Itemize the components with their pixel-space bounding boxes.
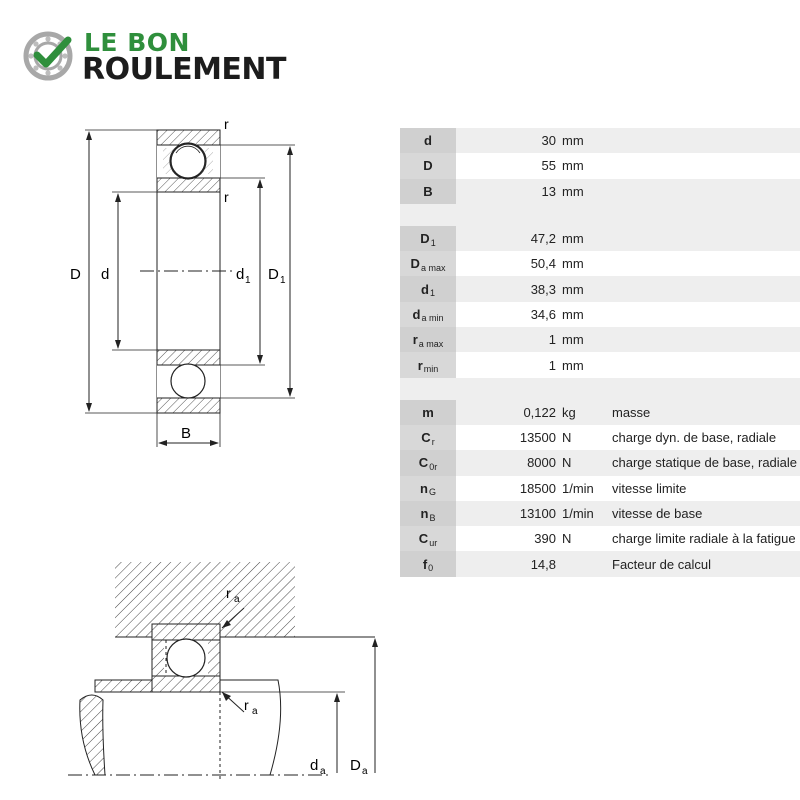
spec-symbol — [400, 276, 456, 301]
spec-symbol-main: d — [424, 133, 432, 149]
spec-description — [604, 276, 800, 301]
spec-group-performance — [400, 400, 800, 577]
spec-value: 13500 — [519, 430, 556, 446]
spec-unit — [560, 551, 604, 576]
spec-symbol — [400, 153, 456, 178]
spec-value: 1 — [548, 357, 556, 373]
spec-symbol-subscript: a max — [420, 262, 446, 273]
spec-symbol-main: m — [422, 404, 434, 420]
spec-symbol — [400, 226, 456, 251]
spec-symbol-subscript: min — [423, 364, 439, 375]
bearing-cross-section-diagram — [60, 110, 310, 455]
label-D1-sub: 1 — [280, 275, 286, 286]
spec-symbol-subscript: 1 — [429, 288, 435, 299]
spec-row — [400, 400, 800, 425]
spec-symbol — [400, 526, 456, 551]
spec-symbol-main: r — [417, 357, 423, 373]
spec-value: 30 — [541, 133, 556, 149]
spec-symbol — [400, 302, 456, 327]
spec-value: 390 — [534, 531, 556, 547]
spec-row — [400, 551, 800, 576]
spec-group-separator — [400, 204, 800, 226]
spec-description — [604, 179, 800, 204]
spec-symbol-main: n — [420, 480, 428, 496]
spec-row — [400, 526, 800, 551]
spec-description: charge statique de base, radiale — [612, 455, 798, 471]
spec-description — [604, 251, 800, 276]
spec-unit: mm — [562, 256, 584, 272]
spec-symbol-main: f — [422, 556, 428, 572]
spec-value: 1 — [548, 332, 556, 348]
spec-description — [604, 128, 800, 153]
spec-description: vitesse limite — [612, 480, 687, 496]
spec-symbol-main: C — [418, 531, 429, 547]
spec-row — [400, 352, 800, 377]
spec-description — [604, 153, 800, 178]
spec-symbol-main: d — [412, 306, 421, 322]
spec-value: 13100 — [519, 506, 556, 521]
label-ra-top-sub: a — [234, 594, 240, 605]
label-D1: D — [268, 266, 279, 283]
spec-symbol — [400, 476, 456, 501]
label-d1-sub: 1 — [245, 275, 251, 286]
spec-row — [400, 251, 800, 276]
spec-symbol-main: D — [410, 256, 420, 272]
spec-value: 8000 — [527, 455, 556, 471]
spec-row — [400, 179, 800, 204]
spec-symbol — [400, 551, 456, 576]
spec-value: 34,6 — [530, 306, 556, 322]
spec-row — [400, 276, 800, 301]
spec-description — [604, 302, 800, 327]
spec-value: 0,122 — [523, 404, 556, 420]
label-r-top: r — [224, 116, 229, 132]
spec-unit: N — [562, 430, 572, 446]
label-D: D — [70, 266, 81, 283]
spec-description — [604, 226, 800, 251]
label-da-sub: a — [320, 766, 326, 777]
spec-description — [604, 327, 800, 352]
label-da: d — [310, 757, 319, 774]
spec-symbol — [400, 425, 456, 450]
label-B: B — [181, 425, 192, 442]
spec-description: masse — [612, 404, 651, 420]
spec-unit: mm — [562, 231, 584, 247]
spec-unit: mm — [562, 281, 584, 297]
spec-symbol-subscript: r — [431, 436, 435, 447]
spec-symbol-main: d — [421, 281, 429, 297]
label-ra-top: r — [226, 585, 231, 601]
spec-symbol — [400, 128, 456, 153]
spec-unit: mm — [562, 183, 584, 199]
spec-symbol — [400, 327, 456, 352]
bearing-spec-table — [400, 128, 800, 577]
spec-row — [400, 226, 800, 251]
spec-unit: 1/min — [562, 480, 594, 496]
brand-logo — [22, 28, 302, 88]
spec-row — [400, 153, 800, 178]
spec-symbol-subscript: B — [429, 512, 436, 523]
spec-unit: mm — [562, 133, 584, 149]
spec-row — [400, 425, 800, 450]
bearing-check-icon — [22, 28, 78, 84]
spec-symbol — [400, 501, 456, 526]
spec-value: 38,3 — [530, 281, 556, 297]
spec-value: 13 — [541, 183, 556, 199]
spec-unit: 1/min — [562, 506, 594, 521]
spec-unit: N — [562, 531, 572, 547]
spec-description: Facteur de calcul — [612, 556, 711, 572]
spec-symbol-subscript: 0 — [428, 563, 434, 574]
spec-value: 50,4 — [530, 256, 556, 272]
spec-symbol — [400, 251, 456, 276]
spec-symbol-main: D — [423, 158, 433, 174]
spec-symbol-subscript: 0r — [429, 461, 438, 472]
spec-unit: kg — [562, 404, 576, 420]
logo-text-line2: ROULEMENT — [82, 52, 286, 87]
spec-unit: mm — [562, 357, 584, 373]
spec-unit: mm — [562, 332, 584, 348]
spec-symbol-subscript: a min — [421, 313, 444, 324]
mounting-diagram — [60, 550, 390, 795]
spec-unit: N — [562, 455, 572, 471]
spec-symbol-subscript: a max — [418, 338, 444, 349]
spec-symbol — [400, 179, 456, 204]
spec-symbol-main: B — [423, 183, 433, 199]
spec-value: 18500 — [519, 480, 556, 496]
spec-description — [604, 352, 800, 377]
label-Da-sub: a — [362, 766, 368, 777]
spec-row — [400, 302, 800, 327]
spec-description: charge limite radiale à la fatigue — [612, 531, 796, 547]
spec-description: vitesse de base — [612, 506, 703, 521]
label-ra-bot-sub: a — [252, 706, 258, 717]
spec-symbol — [400, 450, 456, 475]
spec-description: charge dyn. de base, radiale — [612, 430, 777, 446]
label-d: d — [101, 266, 110, 283]
spec-symbol-subscript: G — [428, 487, 436, 498]
spec-symbol-subscript: 1 — [430, 237, 436, 248]
spec-symbol-main: D — [420, 231, 430, 247]
spec-unit: mm — [562, 306, 584, 322]
spec-value: 47,2 — [530, 231, 556, 247]
logo-text-line1: LE BON — [84, 28, 190, 57]
spec-group-separator — [400, 378, 800, 400]
spec-row — [400, 501, 800, 526]
spec-value: 14,8 — [530, 556, 556, 572]
label-d1: d — [236, 266, 245, 283]
spec-symbol — [400, 400, 456, 425]
spec-symbol-main: r — [412, 332, 418, 348]
spec-group-dimensions — [400, 128, 800, 204]
spec-row — [400, 450, 800, 475]
spec-symbol-main: C — [421, 430, 431, 446]
spec-row — [400, 327, 800, 352]
spec-row — [400, 476, 800, 501]
spec-symbol-main: n — [420, 506, 429, 521]
spec-unit: mm — [562, 158, 584, 174]
label-Da: D — [350, 757, 361, 774]
spec-symbol-subscript: ur — [429, 537, 438, 548]
label-ra-bot: r — [244, 697, 249, 713]
spec-row — [400, 128, 800, 153]
label-r-mid: r — [224, 189, 229, 205]
spec-symbol — [400, 352, 456, 377]
spec-value: 55 — [541, 158, 556, 174]
spec-group-mounting-dims — [400, 226, 800, 378]
spec-symbol-main: C — [418, 455, 429, 471]
